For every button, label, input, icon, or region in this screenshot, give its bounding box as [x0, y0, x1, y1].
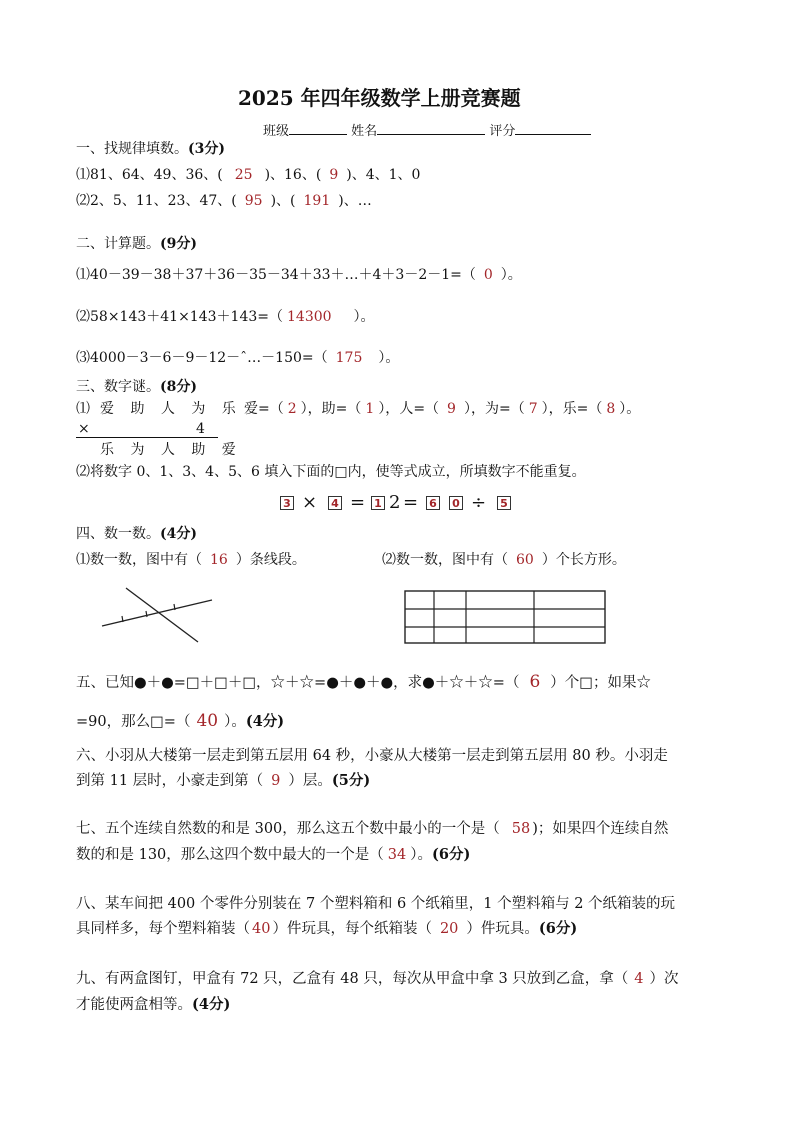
puzzle-row-3: 乐 为 人 助 爱: [100, 442, 242, 458]
q-text: ⑶4000－3－6－9－12－ˆ…－150=（: [76, 350, 328, 366]
puzzle-answers: 爱=（ 2 ），助=（ 1 ），人=（ 9 ），为=（ 7 ），乐=（ 8 ）。: [244, 401, 641, 417]
fixed-digit: 2: [389, 492, 401, 513]
s5-line-1: [76, 674, 651, 691]
s2-q1: [76, 268, 522, 282]
digit-box-1: 3: [280, 496, 294, 510]
s3-q2-text: ⑵将数字 0、1、3、4、5、6 填入下面的□内，使等式成立，所填数字不能重复。: [76, 464, 586, 480]
answer: 58: [511, 821, 531, 837]
puzzle-row-1: 爱 助 人 为 乐: [100, 401, 242, 417]
figure-line: [102, 600, 212, 626]
q-text: ）层。: [288, 773, 332, 789]
answer: 20: [439, 921, 459, 937]
answer: 40: [252, 921, 271, 937]
answer: 95: [244, 193, 263, 209]
equals-sign: =: [350, 492, 366, 513]
answer-key: 为: [484, 401, 499, 417]
answer-key: 乐: [562, 401, 577, 417]
s4-q1: [76, 553, 306, 567]
q-text: )、4、1、0: [346, 167, 421, 183]
digit-box-4: 6: [426, 496, 440, 510]
line-segment-figure: [98, 584, 218, 648]
name-label: 姓名: [351, 124, 378, 139]
s2-q3: [76, 351, 399, 365]
puzzle-rule: [76, 437, 218, 438]
s8-line-1: 八、某车间把 400 个零件分别装在 7 个塑料箱和 6 个纸箱里，1 个塑料箱与 2 个纸箱装的玩: [76, 896, 676, 912]
section-points: (6分): [538, 920, 578, 937]
s9-line-1: [76, 972, 679, 987]
q-text: 九、有两盒图钉，甲盒有 72 只，乙盒有 48 只，每次从甲盒中拿 3 只放到乙盒，拿（: [76, 971, 629, 987]
section-points: (4分): [245, 713, 285, 730]
s5-line-2: [76, 713, 284, 730]
section-points: (6分): [432, 846, 471, 863]
q-text: ⑴81、64、49、36、(: [76, 167, 223, 183]
divide-sign: ÷: [471, 492, 487, 513]
section-heading-text: 二、计算题。: [76, 236, 160, 252]
q-text: ）条线段。: [235, 552, 306, 568]
q-text: ⑵数一数，图中有（: [382, 552, 508, 568]
times-sign: ×: [302, 492, 318, 513]
puzzle-times-sign: ×: [78, 421, 90, 437]
section-points: (4分): [192, 996, 231, 1013]
answer: 40: [196, 711, 219, 731]
q-text: 五、已知●＋●=□＋□＋□，☆＋☆=●＋●＋●，求●＋☆＋☆=（: [76, 675, 520, 691]
q-text: ⑴40－39－38＋37＋36－35－34＋33＋…＋4＋3－2－1=（: [76, 267, 476, 283]
section-heading-text: 三、数字谜。: [76, 379, 160, 395]
answer-key: 助: [321, 401, 336, 417]
q-text: ）件玩具，每个纸箱装（: [272, 921, 432, 937]
s8-line-2: [76, 922, 577, 937]
q-text: ）次: [649, 971, 679, 987]
section-heading-text: 一、找规律填数。: [76, 141, 188, 157]
q-text: )、16、(: [264, 167, 322, 183]
q-text: ⑵2、5、11、23、47、(: [76, 193, 237, 209]
score-label: 评分: [489, 124, 516, 139]
s1-q2: [76, 194, 372, 208]
puzzle-label: ⑴: [76, 401, 90, 417]
answer: 7: [528, 401, 538, 417]
answer: 14300: [287, 309, 332, 325]
q-text: 才能使两盒相等。: [76, 997, 192, 1013]
q-text: ）。: [378, 350, 400, 366]
section-1-heading: [76, 142, 225, 156]
answer: 60: [516, 552, 534, 568]
name-blank: [377, 122, 485, 135]
answer-key: 人: [399, 401, 414, 417]
digit-box-5: 0: [449, 496, 463, 510]
q-text: ）个长方形。: [541, 552, 626, 568]
q-text: )；如果四个连续自然: [532, 821, 669, 837]
q-text: ）。: [353, 309, 375, 325]
answer: 16: [210, 552, 228, 568]
s6-line-1: 六、小羽从大楼第一层走到第五层用 64 秒，小豪从大楼第一层走到第五层用 80 秒。小羽走: [76, 748, 668, 764]
s9-line-2: [76, 998, 230, 1013]
answer: 34: [387, 847, 407, 863]
page-title: 2025 年四年级数学上册竞赛题: [238, 86, 521, 110]
answer-key: 爱: [244, 401, 258, 417]
section-2-heading: [76, 237, 197, 251]
answer: 1: [365, 401, 375, 417]
q-text: ）个□；如果☆: [550, 675, 651, 691]
q-text: ）。: [500, 267, 522, 283]
answer: 9: [447, 401, 456, 417]
digit-box-6: 5: [497, 496, 511, 510]
section-4-heading: [76, 527, 197, 541]
score-blank: [515, 122, 591, 135]
answer: 0: [483, 267, 493, 283]
equals-sign: =: [403, 492, 419, 513]
answer: 4: [634, 971, 644, 987]
answer: 9: [329, 167, 339, 183]
answer: 175: [335, 350, 363, 366]
digit-box-2: 4: [328, 496, 342, 510]
rectangle-grid-figure: [404, 590, 608, 646]
section-heading-text: 四、数一数。: [76, 526, 160, 542]
s4-q2: [382, 553, 626, 567]
q-text: )、…: [338, 193, 372, 209]
q-text: =90，那么□=（: [76, 714, 191, 730]
q-text: ⑴数一数，图中有（: [76, 552, 202, 568]
q-text: ）。: [410, 847, 432, 863]
s7-line-1: [76, 822, 668, 837]
s2-q2: [76, 310, 375, 324]
section-points: (9分): [160, 236, 197, 252]
puzzle-multiplier: 4: [196, 421, 205, 437]
q-text: 具同样多，每个塑料箱装（: [76, 921, 250, 937]
q-text: ）件玩具。: [466, 921, 539, 937]
q-text: )、(: [270, 193, 296, 209]
q-text: 七、五个连续自然数的和是 300，那么这五个数中最小的一个是（: [76, 821, 500, 837]
answer: 8: [606, 401, 616, 417]
q-text: 到第 11 层时，小豪走到第（: [76, 773, 264, 789]
class-label: 班级: [263, 124, 290, 139]
class-blank: [289, 122, 347, 135]
s6-line-2: [76, 774, 370, 789]
section-points: (3分): [188, 141, 225, 157]
header-fields: [263, 122, 591, 138]
section-points: (5分): [331, 772, 371, 789]
section-points: (8分): [160, 379, 197, 395]
figure-line: [126, 588, 198, 642]
section-3-heading: [76, 380, 197, 394]
q-text: ）。: [224, 714, 246, 730]
s1-q1: [76, 168, 420, 182]
answer: 9: [271, 773, 281, 789]
answer: 25: [234, 167, 253, 183]
answer: 2: [287, 401, 297, 417]
q-text: ⑵58×143＋41×143＋143=（: [76, 309, 283, 325]
s7-line-2: [76, 848, 470, 863]
digit-box-3: 1: [371, 496, 385, 510]
answer: 6: [529, 672, 541, 692]
grid-border: [405, 591, 605, 643]
q-text: 数的和是 130，那么这四个数中最大的一个是（: [76, 847, 384, 863]
answer: 191: [303, 193, 331, 209]
section-points: (4分): [160, 526, 197, 542]
